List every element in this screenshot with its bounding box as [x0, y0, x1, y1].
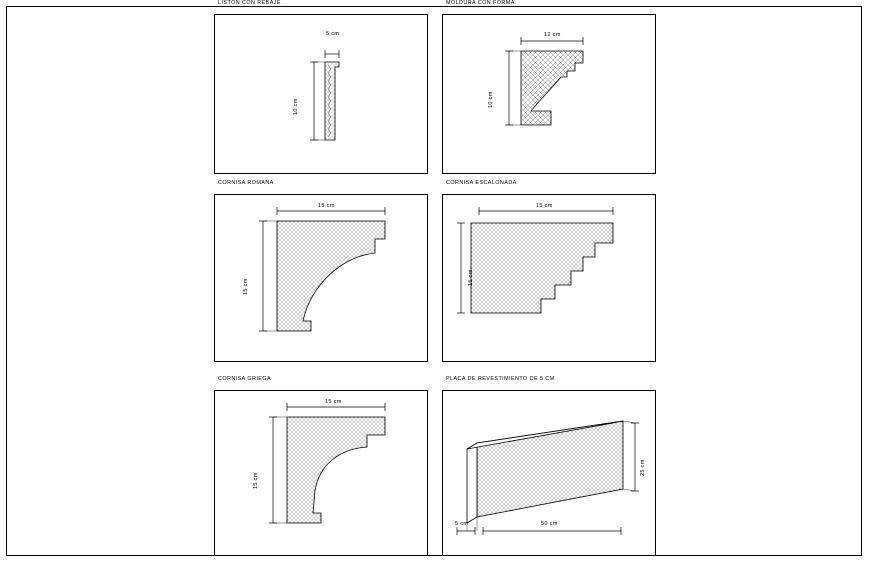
dim-label-height: 15 cm	[468, 269, 474, 286]
panel-title: MOLDURA CON FORMA	[446, 0, 515, 6]
panel-title: CORNISA ROMANA	[218, 180, 274, 186]
panel-liston-con-rebaje	[214, 0, 428, 174]
panel-title: PLACA DE REVESTIMIENTO DE 5 CM	[446, 376, 555, 382]
dim-label-height: 25 cm	[640, 459, 646, 476]
dim-label-height: 15 cm	[243, 278, 249, 295]
drawing-placa-de-revestimiento	[443, 391, 655, 555]
drawing-moldura-con-forma	[443, 15, 655, 173]
profile-shape	[471, 223, 613, 313]
drawing-cornisa-griega	[215, 391, 427, 555]
dim-label-width: 5 cm	[326, 31, 340, 37]
profile-shape	[521, 51, 583, 125]
profile-shape	[287, 417, 385, 523]
panel-title: CORNISA ESCALONADA	[446, 180, 517, 186]
dim-label-height: 15 cm	[253, 472, 259, 489]
panel-title: LISTON CON REBAJE	[218, 0, 281, 6]
ext-line-bottom	[623, 489, 635, 491]
dim-label-width: 12 cm	[544, 32, 561, 38]
panel-frame	[442, 194, 656, 362]
slab-front-face	[477, 421, 623, 517]
slab-side-face	[467, 443, 477, 523]
dim-label-thickness: 5 cm	[455, 521, 469, 527]
panel-frame	[214, 194, 428, 362]
dim-label-width: 15 cm	[325, 399, 342, 405]
dim-label-width: 15 cm	[318, 203, 335, 209]
panel-cornisa-escalonada	[442, 180, 656, 362]
dim-label-height: 10 cm	[488, 91, 494, 108]
panel-frame	[214, 14, 428, 174]
dim-label-height: 10 cm	[293, 98, 299, 115]
profile-shape	[277, 221, 385, 331]
dim-label-width: 15 cm	[536, 203, 553, 209]
drawing-cornisa-escalonada	[443, 195, 655, 361]
panel-frame	[442, 390, 656, 556]
drawing-liston-con-rebaje	[215, 15, 427, 173]
dim-label-length: 50 cm	[541, 521, 558, 527]
panel-cornisa-griega	[214, 376, 428, 556]
profile-shape	[325, 62, 339, 140]
sheet-border	[6, 6, 862, 556]
ext-line-top	[623, 421, 635, 423]
panel-frame	[214, 390, 428, 556]
panel-moldura-con-forma	[442, 0, 656, 174]
panel-title: CORNISA GRIEGA	[218, 376, 272, 382]
panel-frame	[442, 14, 656, 174]
panel-cornisa-romana	[214, 180, 428, 362]
panel-placa-de-revestimiento	[442, 376, 656, 556]
